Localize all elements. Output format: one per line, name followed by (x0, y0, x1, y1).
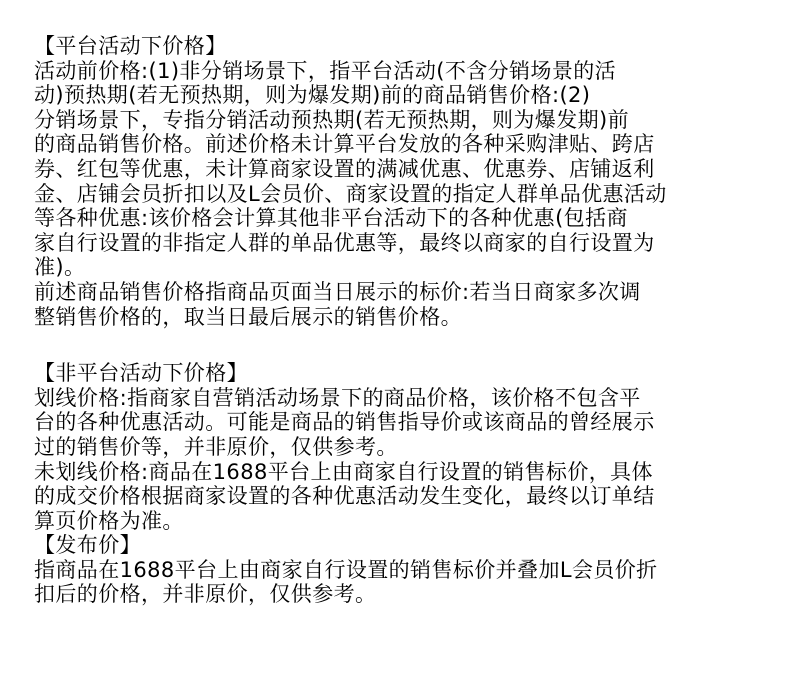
paragraph-line: 划线价格:指商家自营销活动场景下的商品价格，该价格不包含平 (34, 385, 641, 410)
paragraph-line: 的成交价格根据商家设置的各种优惠活动发生变化，最终以订单结 (34, 484, 655, 509)
paragraph-line: 的商品销售价格。前述价格未计算平台发放的各种采购津贴、跨店 (34, 132, 655, 157)
section-heading-non-platform: 【非平台活动下价格】 (34, 361, 248, 386)
section-spacer (34, 329, 774, 361)
paragraph-line: 准)。 (34, 255, 86, 280)
paragraph-line: 活动前价格:(1)非分销场景下，指平台活动(不含分销场景的活 (34, 58, 617, 83)
paragraph-line: 分销场景下，专指分销活动预热期(若无预热期，则为爆发期)前 (34, 107, 629, 132)
paragraph-line: 未划线价格:商品在1688平台上由商家自行设置的销售标价，具体 (34, 459, 653, 484)
paragraph-line: 等各种优惠:该价格会计算其他非平台活动下的各种优惠(包括商 (34, 206, 628, 231)
paragraph-line: 券、红包等优惠，未计算商家设置的满减优惠、优惠券、店铺返利 (34, 156, 655, 181)
paragraph-line: 指商品在1688平台上由商家自行设置的销售标价并叠加L会员价折 (34, 557, 658, 582)
paragraph-line: 算页价格为准。 (34, 508, 184, 533)
paragraph-line: 扣后的价格，并非原价，仅供参考。 (34, 582, 377, 607)
section-heading-platform: 【平台活动下价格】 (34, 34, 227, 58)
paragraph-line: 动)预热期(若无预热期，则为爆发期)前的商品销售价格:(2) (34, 83, 591, 108)
publish-price-section (34, 533, 774, 607)
paragraph-line: 台的各种优惠活动。可能是商品的销售指导价或该商品的曾经展示 (34, 410, 655, 435)
paragraph-line: 整销售价格的，取当日最后展示的销售价格。 (34, 304, 462, 329)
paragraph-line: 金、店铺会员折扣以及L会员价、商家设置的指定人群单品优惠活动 (34, 181, 667, 206)
platform-price-section (34, 34, 774, 329)
section-heading-publish: 【发布价】 (34, 533, 141, 558)
price-notice-document (34, 34, 774, 607)
non-platform-price-section (34, 361, 774, 533)
paragraph-line: 前述商品销售价格指商品页面当日展示的标价:若当日商家多次调 (34, 279, 641, 304)
paragraph-line: 家自行设置的非指定人群的单品优惠等，最终以商家的自行设置为 (34, 230, 655, 255)
paragraph-line: 过的销售价等，并非原价，仅供参考。 (34, 434, 398, 459)
